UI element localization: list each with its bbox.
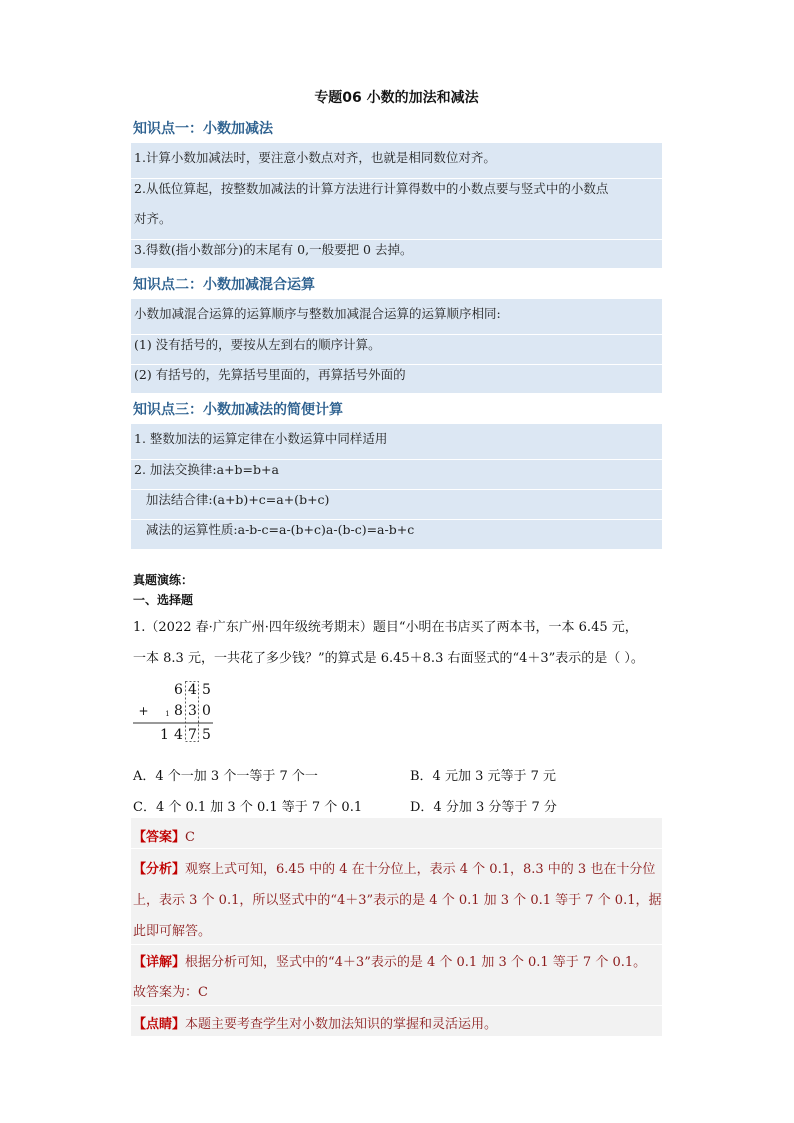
digit: 3 bbox=[188, 703, 197, 719]
question-line-1: 1.（2022 春·广东广州·四年级统考期末）题目“小明在书店买了两本书，一本 6.45 元， bbox=[133, 620, 638, 635]
knowledge-line: 2. 加法交换律:a+b=b+a bbox=[131, 459, 662, 480]
analysis-line: 上，表示 3 个 0.1，所以竖式中的“4＋3”表示的是 4 个 0.1 加 3 个 0.1 等于 7 个 0.1，据 bbox=[133, 893, 662, 908]
knowledge-box-3 bbox=[131, 424, 662, 549]
knowledge-line: 3.得数(指小数部分)的末尾有 0,一般要把 0 去掉。 bbox=[131, 239, 662, 260]
option-d[interactable]: D．4 分加 3 分等于 7 分 bbox=[410, 800, 557, 815]
digit: 4 bbox=[188, 682, 197, 698]
knowledge-line: (1) 没有括号的，要按从左到右的顺序计算。 bbox=[131, 334, 662, 355]
comment-tag: 【点睛】 bbox=[133, 1017, 186, 1032]
section-heading-1: 知识点一：小数加减法 bbox=[133, 121, 273, 137]
detail-line: 故答案为：C bbox=[133, 985, 208, 1000]
carry-digit: 1 bbox=[165, 710, 170, 718]
digit: 5 bbox=[202, 682, 211, 698]
section-heading-3: 知识点三：小数加减法的简便计算 bbox=[133, 402, 343, 418]
answer-line bbox=[131, 826, 662, 845]
option-b[interactable]: B．4 元加 3 元等于 7 元 bbox=[410, 769, 557, 784]
comment-text: 本题主要考查学生对小数加法知识的掌握和灵活运用。 bbox=[185, 1017, 498, 1032]
analysis-text: 观察上式可知，6.45 中的 4 在十分位上，表示 4 个 0.1，8.3 中的 3 也在十分位 bbox=[185, 862, 656, 877]
digit: 1 bbox=[160, 727, 169, 743]
digit: 4 bbox=[174, 727, 183, 743]
digit: 5 bbox=[202, 727, 211, 743]
digit: 6 bbox=[174, 682, 183, 698]
detail-text: 根据分析可知，竖式中的“4＋3”表示的是 4 个 0.1 加 3 个 0.1 等于 7 个 0.1。 bbox=[185, 955, 647, 970]
answer-box bbox=[131, 818, 662, 1036]
part-heading: 一、选择题 bbox=[133, 593, 194, 607]
knowledge-line: 1. 整数加法的运算定律在小数运算中同样适用 bbox=[134, 431, 388, 446]
option-a[interactable]: A．4 个一加 3 个一等于 7 个一 bbox=[133, 769, 318, 784]
answer-value: C bbox=[185, 830, 195, 845]
analysis-line bbox=[131, 858, 662, 877]
knowledge-box-1 bbox=[131, 143, 662, 268]
knowledge-line: 2.从低位算起，按整数加减法的计算方法进行计算得数中的小数点要与竖式中的小数点 bbox=[131, 178, 662, 199]
detail-line bbox=[131, 951, 662, 970]
section-heading-2: 知识点二：小数加减混合运算 bbox=[133, 277, 315, 293]
question-line-2: 一本 8.3 元，一共花了多少钱？”的算式是 6.45＋8.3 右面竖式的“4＋3”表示的是（ ）。 bbox=[133, 651, 644, 666]
page-title: 专题06 小数的加法和减法 bbox=[314, 90, 479, 106]
detail-tag: 【详解】 bbox=[133, 955, 186, 970]
analysis-line: 此即可解答。 bbox=[133, 924, 212, 939]
knowledge-line: 1.计算小数加减法时，要注意小数点对齐，也就是相同数位对齐。 bbox=[134, 150, 496, 165]
knowledge-line: 小数加减混合运算的运算顺序与整数加减混合运算的运算顺序相同: bbox=[134, 306, 501, 321]
knowledge-line: 对齐。 bbox=[134, 211, 172, 226]
practice-heading: 真题演练： bbox=[133, 573, 194, 587]
knowledge-line: 减法的运算性质:a-b-c=a-(b+c)a-(b-c)=a-b+c bbox=[131, 519, 662, 540]
analysis-tag: 【分析】 bbox=[133, 862, 186, 877]
knowledge-line: 加法结合律:(a+b)+c=a+(b+c) bbox=[131, 489, 662, 510]
knowledge-box-2 bbox=[131, 299, 662, 393]
knowledge-line: (2) 有括号的，先算括号里面的，再算括号外面的 bbox=[131, 364, 662, 385]
digit: 8 bbox=[174, 703, 183, 719]
vertical-addition bbox=[131, 678, 241, 750]
plus-sign: + bbox=[138, 704, 149, 718]
answer-tag: 【答案】 bbox=[133, 830, 186, 845]
digit: 7 bbox=[188, 727, 197, 743]
option-c[interactable]: C．4 个 0.1 加 3 个 0.1 等于 7 个 0.1 bbox=[133, 800, 363, 815]
comment-line bbox=[131, 1013, 662, 1032]
digit: 0 bbox=[202, 703, 211, 719]
